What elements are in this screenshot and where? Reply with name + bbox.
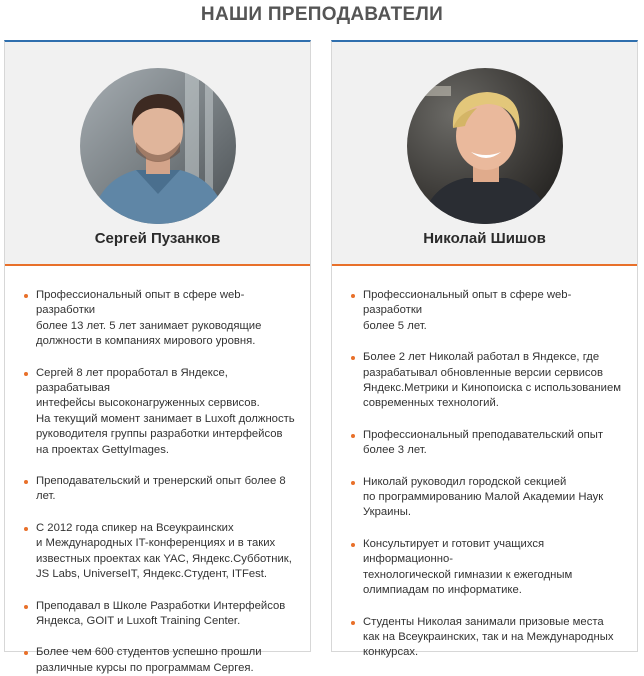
- teachers-grid: [4, 40, 640, 674]
- list-item: Профессиональный преподавательский опыт более 3 лет.: [363, 428, 623, 459]
- list-item: Сергей 8 лет проработал в Яндексе, разрабатывая интефейсы высоконагруженных сервисов. На текущий момент занимает в Luxoft должность руководителя группы разработки интерфейсов на проектах GettyImages.: [36, 366, 296, 458]
- teacher-card-header: [332, 42, 637, 266]
- person-photo-icon: [407, 68, 563, 224]
- teacher-card-nikolay: [331, 40, 638, 659]
- list-item: Более 2 лет Николай работал в Яндексе, где разрабатывал обновленные версии сервисов Яндекс.Метрики и Кинопоиска с использованием современных технологий.: [363, 350, 623, 412]
- teacher-facts-list: [332, 266, 637, 661]
- teacher-photo-sergey: [80, 68, 236, 224]
- list-item: Студенты Николая занимали призовые места как на Всеукраинских, так и на Международных конкурсах.: [363, 615, 623, 661]
- list-item: Профессиональный опыт в сфере web-разработки более 5 лет.: [363, 288, 623, 334]
- teacher-card-sergey: [4, 40, 311, 674]
- teacher-name: Николай Шишов: [423, 230, 546, 247]
- list-item: Более чем 600 студентов успешно прошли различные курсы по программам Сергея.: [36, 645, 296, 676]
- person-photo-icon: [80, 68, 236, 224]
- list-item: Николай руководил городской секцией по программированию Малой Академии Наук Украины.: [363, 475, 623, 521]
- teacher-card-header: [5, 42, 310, 266]
- teacher-facts-list: [5, 266, 310, 676]
- list-item: Профессиональный опыт в сфере web-разработки более 13 лет. 5 лет занимает руководящие должности в компаниях мирового уровня.: [36, 288, 296, 350]
- list-item: Консультирует и готовит учащихся информационно- технологической гимназии к ежегодным олимпиадам по информатике.: [363, 537, 623, 599]
- list-item: Преподавал в Школе Разработки Интерфейсов Яндекса, GOIT и Luxoft Training Center.: [36, 599, 296, 630]
- list-item: С 2012 года спикер на Всеукраинских и Международных IT-конференциях и в таких известных проектах как YAC, Яндекс.Субботник, JS Labs, UniverseIT, Яндекс.Студент, ITFest.: [36, 521, 296, 583]
- list-item: Преподавательский и тренерский опыт более 8 лет.: [36, 474, 296, 505]
- teacher-name: Сергей Пузанков: [94, 230, 221, 247]
- teacher-photo-nikolay: [407, 68, 563, 224]
- section-title: НАШИ ПРЕПОДАВАТЕЛИ: [200, 4, 444, 25]
